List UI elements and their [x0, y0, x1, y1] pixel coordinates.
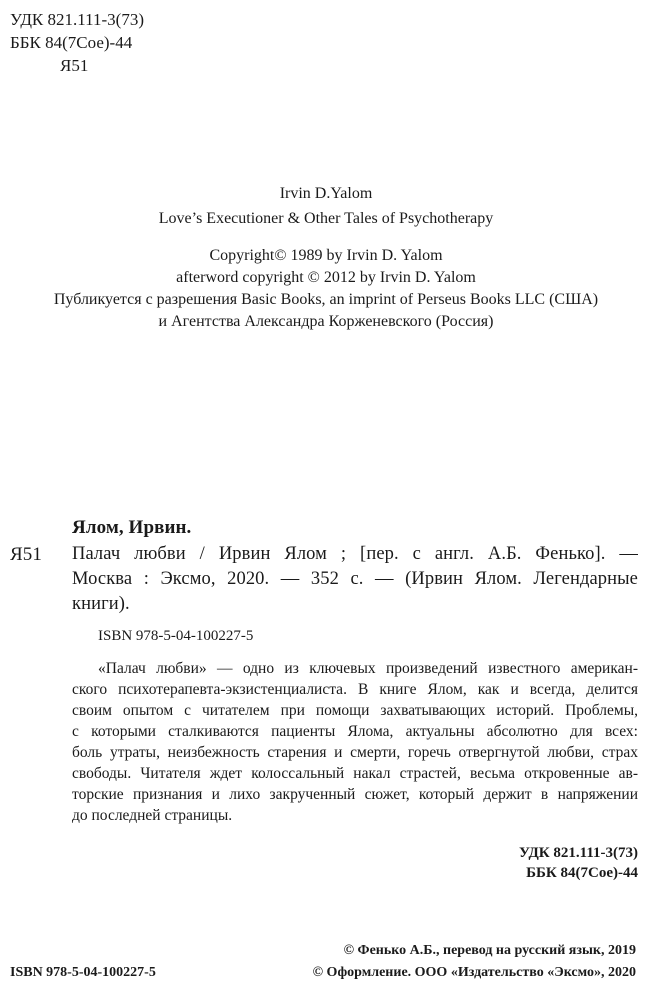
copyright-line-1: Copyright© 1989 by Irvin D. Yalom [209, 247, 443, 264]
bbk-code: ББК 84(7Сое)-44 [10, 33, 133, 52]
annotation-line: боль утраты, неизбежность старения и смерти, горечь отвергнутой любви, страх [72, 744, 638, 761]
record-description-line: Москва : Эксмо, 2020. — 352 с. — (Ирвин Ялом. Легендарные [72, 569, 638, 589]
annotation-line: свободы. Читателя ждет колоссальный накал страстей, весьма откровенные ав- [72, 765, 638, 782]
annotation-line: ского психотерапевта-экзистенциалиста. В книге Ялом, как и всегда, делится [72, 681, 638, 698]
annotation-line: с которыми сталкиваются пациенты Ялома, актуальны абсолютно для всех: [72, 723, 638, 740]
annotation-line: своим опытом с читателем при помощи захватывающих историй. Проблемы, [72, 702, 638, 719]
original-author: Irvin D.Yalom [279, 185, 373, 202]
annotation [72, 658, 638, 826]
record-code: Я51 [10, 544, 42, 565]
annotation-line: до последней страницы. [72, 807, 233, 824]
annotation-line: торские признания и лихо закрученный сюжет, который держит в напряжении [72, 786, 638, 803]
footer-isbn: ISBN 978-5-04-100227-5 [10, 965, 156, 980]
bottom-udk-code: УДК 821.111-3(73) [518, 845, 638, 861]
copyright-line-2: afterword copyright © 2012 by Irvin D. Yalom [176, 269, 476, 286]
record-isbn: ISBN 978-5-04-100227-5 [98, 628, 254, 644]
record-description [72, 542, 638, 617]
annotation-line: «Палач любви» — одно из ключевых произведений известного американ- [98, 660, 638, 677]
udk-code: УДК 821.111-3(73) [10, 10, 144, 29]
translation-copyright: © Фенько А.Б., перевод на русский язык, 2019 [343, 943, 636, 958]
record-description-line: книги). [72, 594, 130, 614]
author-sign-code: Я51 [60, 56, 89, 75]
bottom-bbk-code: ББК 84(7Сое)-44 [526, 865, 638, 881]
record-author: Ялом, Ирвин. [72, 517, 192, 538]
original-title: Love’s Executioner & Other Tales of Psychotherapy [158, 210, 494, 227]
record-description-line: Палач любви / Ирвин Ялом ; [пер. с англ. А.Б. Фенько]. — [72, 544, 638, 564]
design-copyright: © Оформление. ООО «Издательство «Эксмо», 2020 [312, 965, 636, 980]
copyright-line-3: Публикуется с разрешения Basic Books, an imprint of Perseus Books LLC (США) [53, 291, 599, 308]
copyright-line-4: и Агентства Александра Корженевского (Россия) [158, 313, 494, 330]
